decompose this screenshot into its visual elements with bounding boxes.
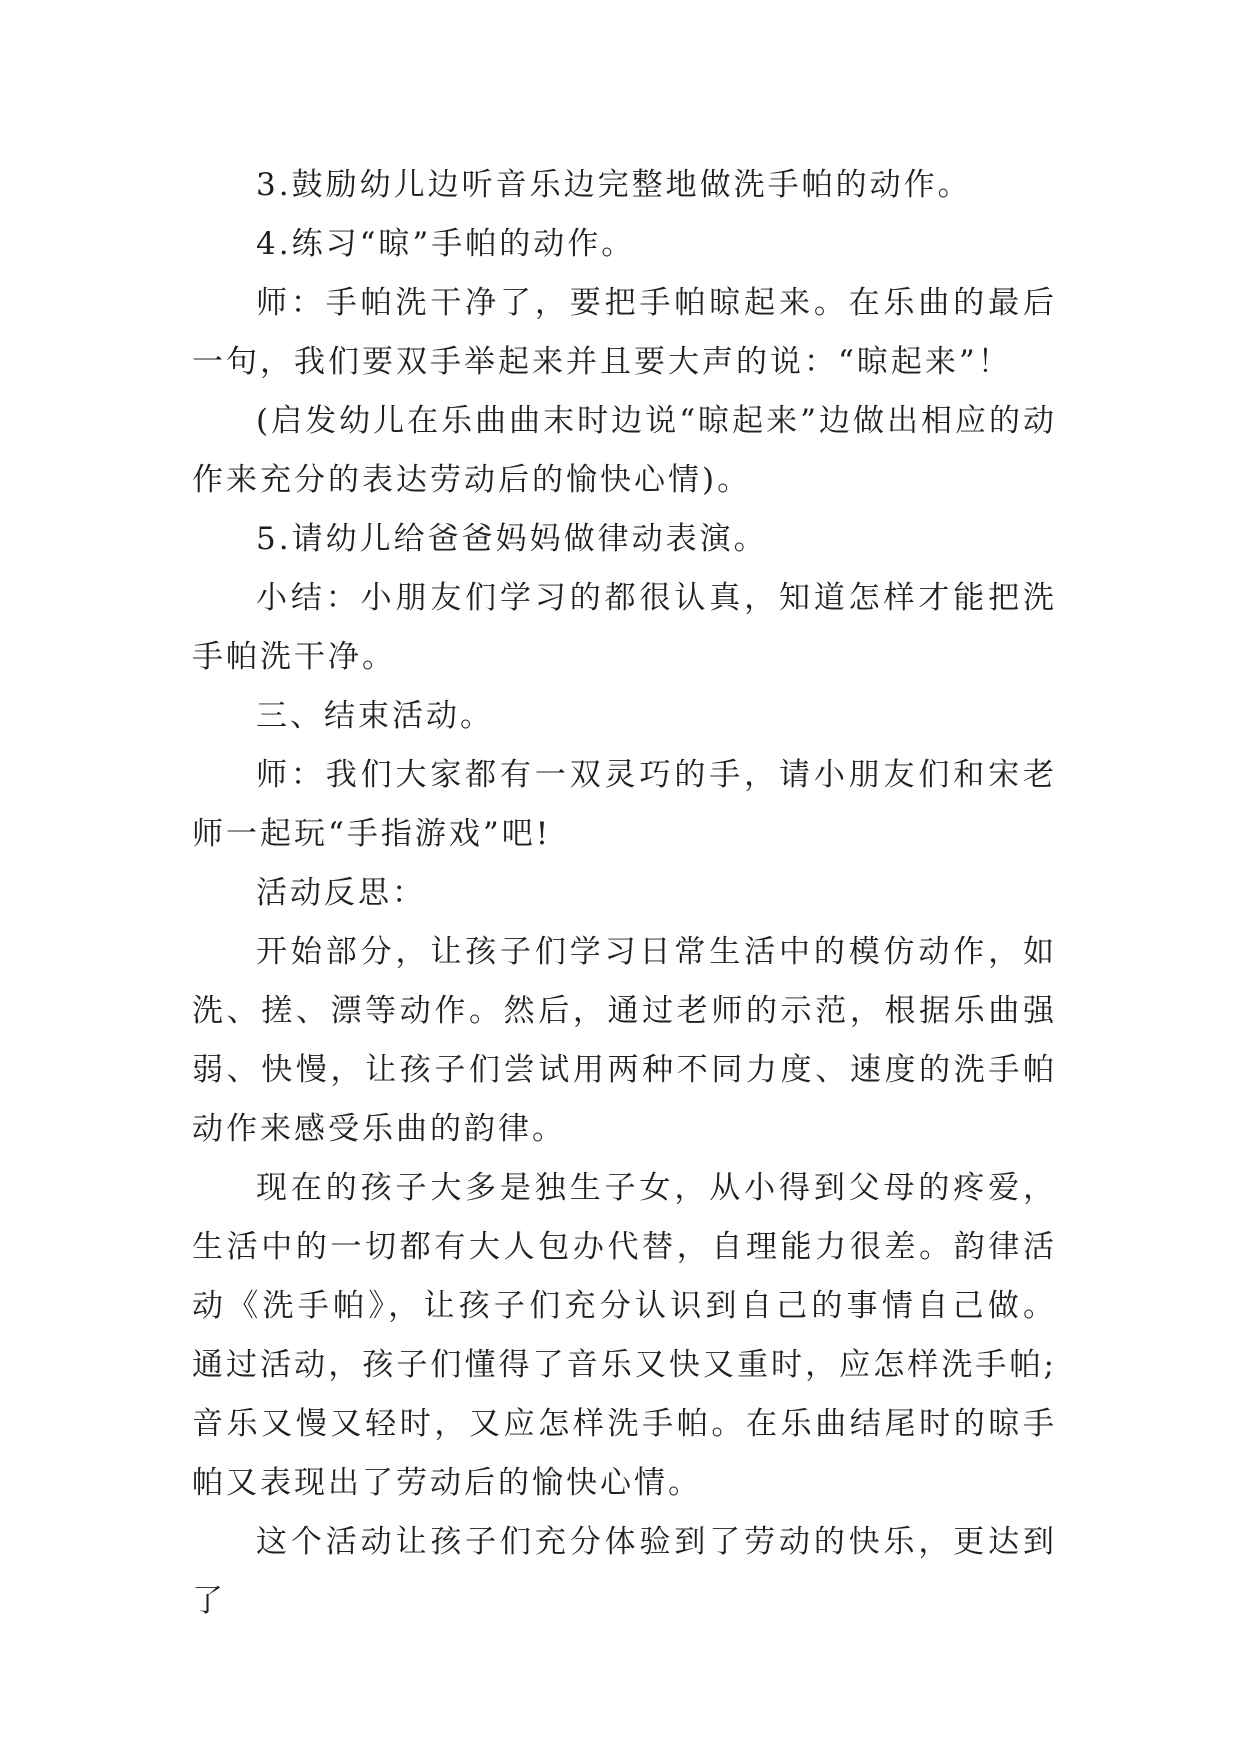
paragraph-inspire: (启发幼儿在乐曲曲末时边说“晾起来”边做出相应的动作来充分的表达劳动后的愉快心情)。 bbox=[192, 403, 1057, 498]
paragraph-reflection-1: 开始部分，让孩子们学习日常生活中的模仿动作，如洗、搓、漂等动作。然后，通过老师的示范，根据乐曲强弱、快慢，让孩子们尝试用两种不同力度、速度的洗手帕动作来感受乐曲的韵律。 bbox=[192, 934, 1057, 1147]
paragraph-section-end: 三、结束活动。 bbox=[256, 698, 494, 734]
paragraph-step-4: 4.练习“晾”手帕的动作。 bbox=[256, 226, 636, 262]
paragraph-step-3: 3.鼓励幼儿边听音乐边完整地做洗手帕的动作。 bbox=[256, 167, 972, 203]
paragraph-teacher-game: 师：我们大家都有一双灵巧的手，请小朋友们和宋老师一起玩“手指游戏”吧! bbox=[192, 757, 1057, 852]
paragraph-teacher-dry: 师：手帕洗干净了，要把手帕晾起来。在乐曲的最后一句，我们要双手举起来并且要大声的说：“晾起来”！ bbox=[192, 285, 1057, 380]
paragraph-step-5: 5.请幼儿给爸爸妈妈做律动表演。 bbox=[256, 521, 768, 557]
paragraph-reflection-3: 这个活动让孩子们充分体验到了劳动的快乐，更达到了 bbox=[192, 1524, 1057, 1619]
paragraph-reflection-2: 现在的孩子大多是独生子女，从小得到父母的疼爱，生活中的一切都有大人包办代替，自理能力很差。韵律活动《洗手帕》，让孩子们充分认识到自己的事情自己做。 通过活动，孩子们懂得了音乐又快又重时，应怎样洗手帕;音乐又慢又轻时，又应怎样洗手帕。在乐曲结尾时的晾手帕又表现出了劳动后的愉快心情。 bbox=[192, 1170, 1057, 1501]
paragraph-summary: 小结：小朋友们学习的都很认真，知道怎样才能把洗手帕洗干净。 bbox=[192, 580, 1057, 675]
document-body bbox=[192, 156, 1057, 1631]
paragraph-reflection-heading: 活动反思： bbox=[256, 875, 426, 911]
